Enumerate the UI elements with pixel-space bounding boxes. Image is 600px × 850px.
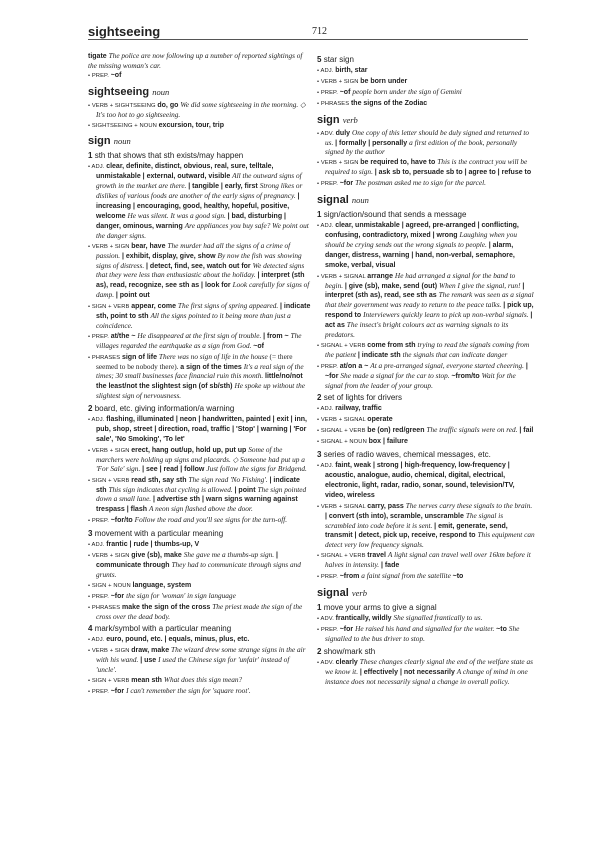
collocation: | ask sb to, persuade sb to | agree to | refuse to: [374, 169, 532, 177]
collocation: appear, come: [131, 303, 178, 311]
example: Follow the road and you'll see signs for the turn-off.: [134, 515, 288, 525]
example: He was silent. It was a good sign.: [127, 210, 228, 220]
example: The postman asked me to sign for the parcel.: [355, 178, 486, 188]
collocation: tigate: [88, 53, 109, 60]
example: We detected signs that they were less than enthusiastic about the holiday.: [96, 260, 305, 280]
example: She made a signal for the car to stop.: [340, 370, 452, 380]
collocation: ~for/to: [110, 517, 135, 525]
sense-text: move your arms to give a signal: [323, 602, 437, 612]
grammar-label: • PREP.: [88, 518, 111, 525]
sense-number: 5: [317, 55, 322, 64]
collocation-group: [88, 516, 311, 526]
grammar-label: • SIGNAL + NOUN: [317, 439, 369, 446]
grammar-label: • VERB + SIGNAL: [317, 273, 368, 280]
grammar-label: • VERB + SIGN: [317, 160, 361, 167]
example: The traffic signals were on red.: [426, 425, 520, 435]
example: They had to communicate through signs and grunts.: [96, 559, 301, 579]
sense-text: sth that shows that sth exists/may happen: [94, 151, 244, 161]
collocation: | give (sb), make, send (out): [344, 282, 440, 290]
part-of-speech: verb: [351, 587, 367, 598]
grammar-label: • ADJ.: [88, 417, 107, 424]
right-column: [317, 52, 535, 687]
collocation: clearly: [335, 658, 360, 666]
headword-sign-verb: [317, 114, 535, 127]
collocation: birth, star: [335, 67, 368, 74]
example: The villages regarded the earthquake as a sign from God.: [96, 330, 302, 350]
example: people born under the sign of Gemini: [352, 86, 462, 96]
collocation: at/the ~: [110, 332, 138, 340]
collocation: | fade: [380, 562, 400, 570]
collocation: | pick up, respond to: [325, 302, 534, 320]
left-column: [88, 52, 311, 698]
collocation: | indicate sth: [96, 476, 300, 494]
collocation: | use: [140, 657, 159, 665]
collocation-group: [88, 332, 311, 352]
collocation: little/no/not the least/not the slightest sign (of sb/sth): [96, 373, 303, 391]
collocation: erect, hang out/up, hold up, put up: [131, 446, 249, 454]
grammar-label: • PREP.: [88, 688, 111, 695]
collocation: give (sb), make: [131, 552, 184, 560]
collocation-group: [317, 415, 535, 425]
example: There was no sign of life in the house: [158, 351, 270, 361]
grammar-label: • PREP.: [317, 89, 340, 96]
collocation-group: [88, 162, 311, 240]
sense-number: 1: [88, 151, 93, 161]
example: the signals that can indicate danger: [402, 349, 508, 359]
sense-text: sign/action/sound that sends a message: [323, 210, 467, 220]
example: a first edition of the book, personally signed by the author: [325, 137, 518, 157]
grammar-label: • PHRASES: [317, 100, 351, 107]
sense-heading: [88, 529, 311, 539]
page-header: [88, 24, 528, 42]
collocation: come from sth: [367, 341, 418, 349]
collocation: ~from/to: [451, 372, 482, 380]
collocation: | fail: [519, 427, 534, 435]
collocation-group: [317, 362, 535, 391]
example: The sign read 'No Fishing'.: [188, 474, 270, 484]
entry-sign-noun-senses: [88, 151, 311, 696]
sense-heading: [317, 647, 535, 657]
sense-number: 2: [317, 646, 322, 656]
collocation-group: [88, 551, 311, 580]
collocation-group: [317, 158, 535, 178]
collocation-group: [88, 581, 311, 591]
headword-text: sign: [88, 135, 111, 148]
sense-heading: [317, 210, 535, 220]
collocation-group: [317, 502, 535, 551]
example: The nerves carry these signals to the brain.: [405, 500, 533, 510]
example: A light signal can travel well over 16km before it halves in intensity.: [325, 550, 531, 570]
example: A neon sign flashed above the door.: [148, 504, 253, 514]
collocation-group: [88, 446, 311, 475]
collocation-group: [317, 66, 535, 76]
grammar-label: • VERB + SIGN: [88, 553, 132, 560]
collocation: | ~for: [325, 362, 528, 380]
sense-text: star sign: [323, 55, 354, 64]
sense-heading: [317, 55, 535, 65]
collocation: | convert (sth into), scramble, unscramble: [325, 512, 466, 520]
collocation-group: [317, 426, 535, 436]
example: This equipment can detect very low frequency signals.: [325, 530, 535, 550]
collocation-group: [317, 129, 535, 158]
headword-sign-noun: [88, 135, 311, 148]
headword-text: signal: [317, 586, 349, 599]
example: I can't remember the sign for 'square root'.: [126, 685, 251, 695]
collocation: a sign of the times: [180, 363, 244, 371]
grammar-label: • SIGHTSEEING + NOUN: [88, 122, 159, 129]
grammar-label: • ADV.: [317, 615, 336, 622]
grammar-label: • PHRASES: [88, 354, 122, 361]
collocation: | communicate through: [96, 552, 278, 569]
collocation: frantic | rude | thumbs-up, V: [106, 541, 200, 549]
headword-sightseeing-noun: [88, 86, 311, 99]
collocation-group: [88, 242, 311, 301]
collocation: | effectively | not necessarily: [359, 668, 457, 676]
grammar-label: • SIGNAL + VERB: [317, 553, 368, 560]
collocation: faint, weak | strong | high-frequency, low-frequency | acoustic, analogue, audio, chemical, digital, electrical, electronic, light, radar, radio, sonar, sound, television/TV, video, wireless: [325, 462, 515, 499]
collocation-group: [317, 99, 535, 109]
collocation-group: [88, 353, 311, 402]
part-of-speech: verb: [342, 114, 358, 125]
collocation: the signs of the Zodiac: [350, 99, 428, 107]
sense-text: set of lights for drivers: [323, 393, 402, 403]
collocation-group: [317, 461, 535, 501]
collocation: | interpret (sth as), read, see sth as: [325, 282, 525, 300]
example: This is the contract you will be required to sign.: [325, 157, 528, 177]
grammar-label: • ADJ.: [317, 406, 336, 413]
collocation: ~for: [339, 625, 356, 633]
entry-sign-verb-rows: [317, 129, 535, 189]
grammar-label: • VERB + SIGNAL: [317, 503, 368, 510]
collocation: ~for: [339, 180, 356, 188]
example: The police are now following up a number of reported sightings of the missing woman's car.: [88, 51, 303, 70]
grammar-label: • ADV.: [317, 659, 336, 666]
grammar-label: • VERB + SIGHTSEEING: [88, 102, 158, 109]
collocation-group: [317, 658, 535, 687]
collocation: travel: [367, 552, 388, 560]
sense-number: 2: [88, 404, 93, 414]
grammar-label: • PREP.: [317, 574, 340, 581]
example: By now the fish was showing signs of distress.: [96, 250, 302, 270]
grammar-label: • SIGN + NOUN: [88, 582, 133, 589]
part-of-speech: noun: [351, 195, 369, 206]
example: He disappeared at the first sign of trouble.: [137, 330, 264, 340]
grammar-label: • ADV.: [317, 130, 336, 137]
example: At a pre-arranged signal, everyone started cheering.: [370, 360, 526, 370]
collocation-group: [88, 676, 311, 686]
headword-text: signal: [317, 194, 349, 207]
collocation: | indicate sth, point to sth: [96, 303, 311, 321]
collocation-group: [317, 77, 535, 87]
sense-number: 3: [88, 529, 93, 539]
collocation-group: [317, 272, 535, 340]
collocation: ~to: [496, 625, 509, 633]
grammar-label: • PREP.: [317, 181, 340, 188]
example: The first signs of spring appeared.: [177, 301, 281, 311]
collocation: | point out: [115, 292, 150, 300]
collocation: bear, have: [131, 242, 168, 250]
entry-sightseeing-rows: [88, 101, 311, 131]
grammar-label: • VERB + SIGNAL: [317, 417, 368, 424]
collocation: clear, unmistakable | agreed, pre-arranged | conflicting, confusing, contradictory, mixed | wrong: [325, 222, 519, 239]
example: We did some sightseeing in the morning. ◇ It's too hot to go sightseeing.: [96, 99, 306, 119]
example: She signalled frantically to us.: [393, 612, 483, 622]
collocation: | interpret (sth as), read, recognize, see sth as | look for: [96, 272, 305, 290]
example: What does this sign mean?: [163, 675, 243, 685]
collocation: ~of: [110, 71, 122, 79]
example: The sign pointed down a small lane.: [96, 484, 307, 504]
grammar-label: • ADJ.: [88, 164, 107, 171]
grammar-label: • PREP.: [317, 626, 340, 633]
sense-number: 4: [88, 624, 93, 634]
example: A change of mind in one instance does not necessarily signal a change in overall policy.: [325, 666, 528, 686]
example: Strong likes or dislikes of various foods are another of the early signs of pregnancy.: [96, 181, 303, 201]
grammar-label: • PREP.: [88, 333, 111, 340]
collocation: ~of: [339, 88, 353, 96]
part-of-speech: noun: [152, 86, 170, 97]
example: He had arranged a signal for the band to begin.: [325, 270, 516, 290]
collocation: | exhibit, display, give, show: [121, 252, 218, 260]
collocation: duly: [335, 129, 352, 137]
example: This sign indicates that cycling is allowed.: [108, 484, 235, 494]
grammar-label: • VERB + SIGN: [88, 447, 132, 454]
collocation-group: [88, 415, 311, 445]
collocation-group: [88, 687, 311, 697]
collocation-group: [88, 302, 311, 331]
collocation-group: [317, 341, 535, 361]
running-headword: sightseeing: [88, 24, 161, 39]
collocation: ~for: [110, 592, 127, 600]
example: It's a real sign of the times; 30 small businesses face financial ruin this month.: [96, 361, 304, 381]
example: Wait for the signal from the leader of your group.: [325, 370, 516, 390]
sense-heading: [317, 450, 535, 460]
collocation-group: [88, 540, 311, 550]
collocation: be required to, have to: [360, 159, 438, 167]
part-of-speech: noun: [113, 136, 131, 147]
example: He raised his hand and signalled for the waiter.: [355, 623, 497, 633]
sense-heading: [88, 151, 311, 161]
continued-fragment: [88, 52, 311, 81]
sense-heading: [88, 624, 311, 634]
collocation: excursion, tour, trip: [158, 121, 225, 129]
collocation-group: [317, 572, 535, 582]
collocation: operate: [367, 416, 393, 424]
example: She signalled to the bus driver to stop.: [325, 623, 520, 643]
example: Laughing when you should be crying sends out the wrong signals to people.: [325, 229, 518, 249]
grammar-label: • VERB + SIGN: [88, 648, 132, 655]
collocation: | tangible | early, first: [188, 183, 260, 191]
example: These changes clearly signal the end of the welfare state as we know it.: [325, 656, 533, 676]
star-sign-rows: [317, 66, 535, 109]
collocation-group: [317, 88, 535, 98]
collocation: clear, definite, distinct, obvious, real, sure, telltale, unmistakable | external, outward, visible: [96, 163, 274, 181]
collocation-group: [88, 635, 311, 645]
example: All the outward signs of growth in the market are there.: [96, 171, 302, 191]
sense-text: show/mark sth: [323, 646, 376, 656]
collocation-group: [317, 221, 535, 271]
headword-signal-verb: [317, 587, 535, 600]
headword-text: sightseeing: [88, 85, 150, 98]
collocation: | bad, disturbing | danger, ominous, warning: [96, 212, 287, 230]
grammar-label: • ADJ.: [317, 463, 336, 470]
example: the sign for 'woman' in sign language: [126, 590, 236, 600]
collocation: | advertise sth | warn signs warning against trespass | flash: [96, 496, 298, 514]
collocation-group: [317, 179, 535, 189]
collocation-group: [88, 101, 311, 120]
example: The insect's bright colours act as warning signals to its predators.: [325, 320, 509, 340]
collocation: ~for: [110, 687, 127, 695]
grammar-label: • SIGNAL + VERB: [317, 428, 368, 435]
header-rule: [88, 39, 528, 40]
grammar-label: • PREP.: [88, 593, 111, 600]
example: trying to read the signals coming from the patient: [325, 339, 530, 359]
collocation: draw, make: [131, 647, 172, 655]
grammar-label: • PHRASES: [88, 604, 122, 611]
example: Interviewers quickly learn to pick up non-verbal signals.: [363, 310, 531, 320]
headword-text: sign: [317, 113, 340, 126]
collocation: mean sth: [131, 677, 164, 685]
grammar-label: • ADJ.: [88, 542, 107, 549]
collocation: | emit, generate, send, transmit | detect, pick up, receive, respond to: [325, 522, 508, 540]
example: The priest made the sign of the cross over the dead body.: [96, 601, 303, 621]
collocation: | from ~: [263, 332, 291, 340]
grammar-label: • ADJ.: [317, 223, 336, 230]
collocation-group: [317, 614, 535, 624]
example: The wizard drew some strange signs in the air with his wand.: [96, 645, 306, 665]
sense-text: movement with a particular meaning: [94, 529, 224, 539]
collocation: | see | read | follow: [142, 465, 207, 473]
grammar-label: • ADJ.: [88, 637, 107, 644]
collocation: | alarm, danger, distress, warning | hand, non-verbal, semaphore, smoke, verbal, visual: [325, 241, 515, 269]
example: a faint signal from the satellite: [361, 571, 453, 581]
grammar-label: • PREP.: [88, 72, 111, 79]
collocation-group: [317, 404, 535, 414]
example: One copy of this letter should be duly signed and returned to us.: [325, 127, 530, 147]
example: Some of the marchers were holding up signs and placards. ◇ Someone had put up a 'For Sale' sign.: [96, 444, 305, 473]
gloss: (= there seemed to be nobody there).: [96, 351, 293, 371]
collocation-group: [317, 551, 535, 571]
sense-text: mark/symbol with a particular meaning: [94, 624, 232, 634]
collocation: | formally | personally: [335, 139, 410, 147]
sense-heading: [317, 603, 535, 613]
collocation: | indicate sth: [357, 351, 403, 359]
collocation: carry, pass: [367, 502, 406, 510]
collocation: railway, traffic: [335, 405, 382, 413]
collocation: ~from: [339, 573, 362, 581]
collocation: flashing, illuminated | neon | handwritten, painted | exit | inn, pub, shop, street | direction, road, traffic | 'Stop' | warning | 'For sale', 'No Smoking', 'To let': [96, 416, 307, 443]
collocation: language, system: [132, 581, 192, 589]
entry-signal-noun-senses: [317, 210, 535, 582]
collocation: do, go: [157, 101, 181, 109]
collocation: ~to: [452, 573, 464, 581]
sense-text: series of radio waves, chemical messages, etc.: [323, 450, 491, 460]
sense-text: board, etc. giving information/a warning: [94, 404, 235, 414]
collocation: | increasing | encouraging, good, healthy, hopeful, positive, welcome: [96, 193, 300, 220]
collocation: | act as: [325, 312, 533, 330]
collocation-group: [88, 646, 311, 675]
sense-heading: [88, 404, 311, 414]
collocation-group: [317, 625, 535, 644]
collocation: sign of life: [121, 353, 159, 361]
grammar-label: • VERB + SIGN: [317, 78, 361, 85]
collocation: make the sign of the cross: [121, 603, 213, 611]
grammar-label: • VERB + SIGN: [88, 243, 132, 250]
grammar-label: • SIGN + VERB: [88, 304, 132, 311]
example: He spoke up without the slightest sign of nervousness.: [96, 381, 305, 401]
collocation: euro, pound, etc. | equals, minus, plus, etc.: [106, 636, 250, 644]
example: Look carefully for signs of damp.: [96, 280, 310, 300]
collocation: ~of: [253, 342, 264, 350]
collocation-group: [88, 603, 311, 622]
collocation-group: [317, 437, 535, 447]
grammar-label: • ADJ.: [317, 68, 336, 74]
page-number: 712: [312, 26, 327, 37]
sense-number: 3: [317, 450, 322, 460]
collocation: | detect, find, see, watch out for: [146, 262, 253, 270]
example: I used the Chinese sign for 'unfair' instead of 'uncle'.: [96, 655, 290, 675]
grammar-label: • SIGN + VERB: [88, 477, 132, 484]
grammar-label: • SIGNAL + VERB: [317, 342, 368, 349]
collocation: arrange: [367, 272, 395, 280]
example: When I give the signal, run!: [439, 280, 523, 290]
sense-number: 1: [317, 602, 322, 612]
sense-number: 1: [317, 210, 322, 220]
collocation: box | failure: [368, 438, 408, 446]
sense-heading: [317, 393, 535, 403]
example: All the signs pointed to it being more than just a coincidence.: [96, 311, 291, 330]
example: Are appliances you buy safe? We point out the danger signs.: [96, 220, 309, 240]
example: She gave me a thumbs-up sign.: [183, 550, 276, 560]
grammar-label: • SIGN + VERB: [88, 678, 132, 685]
collocation-group: [88, 121, 311, 131]
entry-signal-verb-senses: [317, 603, 535, 686]
collocation: at/on a ~: [339, 362, 371, 370]
collocation-group: [88, 476, 311, 516]
collocation: frantically, wildly: [335, 614, 394, 622]
collocation: be born under: [360, 77, 408, 85]
example: The remark was seen as a signal that their government was ready to return to the peace talks.: [325, 290, 534, 310]
example: The murder had all the signs of a crime of passion.: [96, 240, 291, 260]
headword-signal-noun: [317, 194, 535, 207]
example: Just follow the signs for Bridgend.: [206, 463, 307, 473]
grammar-label: • PREP.: [317, 363, 340, 370]
collocation: be (on) red/green: [367, 427, 427, 435]
collocation-group: [88, 592, 311, 602]
collocation: | point: [234, 486, 258, 494]
example: The signal is scrambled into code before it is sent.: [325, 510, 504, 530]
sense-number: 2: [317, 393, 322, 403]
collocation: read sth, say sth: [131, 476, 189, 484]
